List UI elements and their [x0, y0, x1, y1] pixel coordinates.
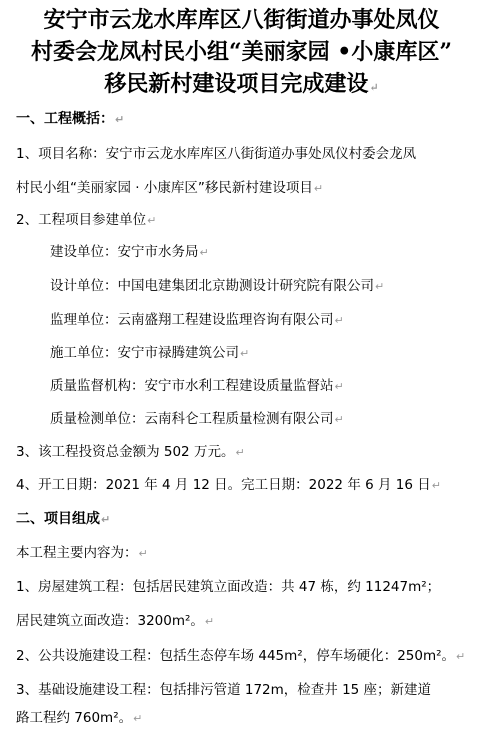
- paragraph-mark-icon: ↵: [334, 413, 344, 426]
- infrastructure-line-2: [16, 710, 471, 727]
- project-name-text-2: 村民小组“美丽家园 · 小康库区”移民新村建设项目: [16, 180, 313, 196]
- paragraph-mark-icon: ↵: [133, 712, 143, 725]
- section1-heading: [16, 111, 471, 128]
- unit-text: 监理单位：云南盛翔工程建设监理咨询有限公司: [50, 312, 334, 328]
- paragraph-mark-icon: ↵: [313, 182, 324, 195]
- section2-heading-text: 二、项目组成: [16, 511, 100, 527]
- paragraph-mark-icon: ↵: [138, 547, 148, 560]
- participants-heading-text: 2、工程项目参建单位: [16, 212, 147, 228]
- section2-intro-text: 本工程主要内容为：: [16, 545, 138, 561]
- title-text-3: 移民新村建设项目完成建设: [104, 71, 369, 97]
- paragraph-mark-icon: ↵: [199, 246, 209, 259]
- title-line-1: [0, 4, 483, 36]
- unit-text: 设计单位：中国电建集团北京勘测设计研究院有限公司: [50, 278, 374, 294]
- unit-text: 施工单位：安宁市禄腾建筑公司: [50, 345, 239, 361]
- infrastructure-text-2: 路工程约 760m²。: [16, 710, 133, 726]
- investment-text: 3、该工程投资总金额为 502 万元。: [16, 444, 235, 460]
- paragraph-mark-icon: ↵: [115, 113, 125, 126]
- public-facilities: [16, 648, 471, 665]
- unit-quality-supervision: [50, 378, 471, 395]
- paragraph-mark-icon: ↵: [334, 380, 344, 393]
- title-line-2: [0, 36, 483, 68]
- unit-text: 建设单位：安宁市水务局: [50, 244, 199, 260]
- paragraph-mark-icon: ↵: [334, 314, 344, 327]
- project-name-line-1: 1、项目名称：安宁市云龙水库库区八街街道办事处凤仪村委会龙凤: [16, 146, 417, 162]
- paragraph-mark-icon: ↵: [375, 280, 385, 293]
- title-text-1: 安宁市云龙水库库区八街街道办事处凤仪: [43, 7, 440, 33]
- paragraph-mark-icon: ↵: [369, 81, 379, 94]
- unit-design: [50, 278, 471, 295]
- investment-amount: [16, 444, 471, 461]
- paragraph-mark-icon: ↵: [240, 347, 250, 360]
- unit-text: 质量检测单位：云南科仑工程质量检测有限公司: [50, 411, 334, 427]
- paragraph-mark-icon: ↵: [147, 214, 157, 227]
- document-title: [0, 0, 483, 104]
- unit-builder: [50, 345, 471, 362]
- project-name-line-2: [16, 180, 471, 197]
- title-line-3: [0, 68, 483, 104]
- infrastructure-line-1: 3、基础设施建设工程：包括排污管道 172m，检查井 15 座；新建道: [16, 682, 432, 698]
- dates: [16, 477, 471, 494]
- unit-supervision: [50, 312, 471, 329]
- public-facilities-text: 2、公共设施建设工程：包括生态停车场 445m²，停车场硬化：250m²。: [16, 648, 456, 664]
- title-text-2: 村委会龙凤村民小组“美丽家园 •小康库区”: [30, 39, 453, 65]
- paragraph-mark-icon: ↵: [101, 513, 111, 526]
- unit-quality-testing: [50, 411, 471, 428]
- section1-heading-text: 一、工程概括：: [16, 111, 114, 127]
- section2-intro: [16, 545, 471, 562]
- section2-heading: [16, 511, 471, 528]
- housing-line-2: [16, 613, 471, 630]
- unit-text: 质量监督机构：安宁市水利工程建设质量监督站: [50, 378, 334, 394]
- paragraph-mark-icon: ↵: [456, 650, 466, 663]
- paragraph-mark-icon: ↵: [431, 479, 441, 492]
- paragraph-mark-icon: ↵: [204, 615, 215, 628]
- participants-heading: [16, 212, 471, 229]
- housing-line-1: 1、房屋建筑工程：包括居民建筑立面改造：共 47 栋，约 11247m²；: [16, 579, 441, 595]
- housing-text-2: 居民建筑立面改造：3200m²。: [16, 613, 204, 629]
- dates-text: 4、开工日期：2021 年 4 月 12 日。完工日期：2022 年 6 月 16 日: [16, 477, 431, 493]
- paragraph-mark-icon: ↵: [235, 446, 245, 459]
- unit-construction: [50, 244, 471, 261]
